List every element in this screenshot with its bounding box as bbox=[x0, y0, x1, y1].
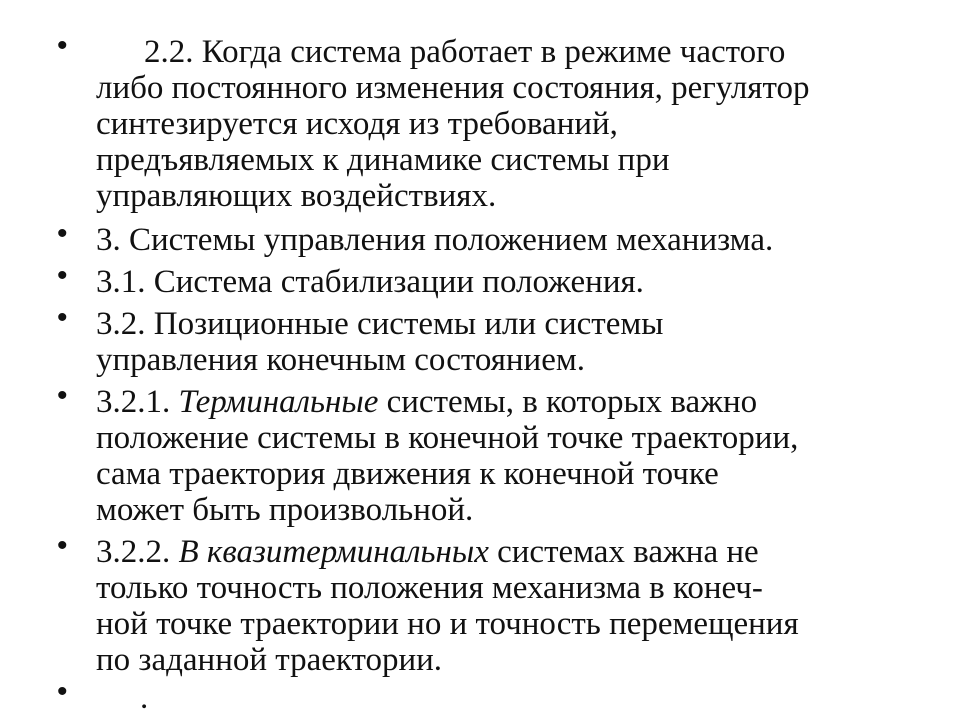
text-line: 3.2. Позиционные системы или системы bbox=[96, 306, 664, 342]
text-line: по заданной траектории. bbox=[96, 642, 443, 678]
text-line: может быть произвольной. bbox=[96, 492, 474, 528]
bullet-dot-icon: • bbox=[57, 217, 68, 250]
bullet-dot-icon: • bbox=[57, 29, 68, 62]
bullet-dot-icon: • bbox=[57, 301, 68, 334]
text-line: ной точке траектории но и точность перемещения bbox=[96, 606, 799, 642]
text-line: 3. Системы управления положением механизма. bbox=[96, 222, 774, 258]
text-line: предъявляемых к динамике системы при bbox=[96, 142, 670, 178]
text-line: управляющих воздействиях. bbox=[96, 178, 497, 214]
bullet-dot-icon: • bbox=[57, 259, 68, 292]
text-line: сама траектория движения к конечной точке bbox=[96, 456, 719, 492]
text-line: 3.1. Система стабилизации положения. bbox=[96, 264, 644, 300]
text-line: синтезируется исходя из требований, bbox=[96, 106, 618, 142]
text-line: положение системы в конечной точке траектории, bbox=[96, 420, 799, 456]
bullet-item-3-2-2 bbox=[57, 529, 926, 678]
bullet-item-empty bbox=[57, 675, 926, 716]
text-line: 2.2. Когда система работает в режиме частого bbox=[144, 34, 786, 70]
text-line: 3.2.1. Терминальные системы, в которых важно bbox=[96, 384, 758, 420]
italic-term: Терминальные bbox=[178, 384, 379, 420]
bullet-item-3-2-1 bbox=[57, 379, 926, 528]
text-line: управления конечным состоянием. bbox=[96, 342, 585, 378]
bullet-dot-icon: • bbox=[57, 529, 68, 562]
bullet-dot-icon: • bbox=[57, 379, 68, 412]
bullet-item-3 bbox=[57, 217, 926, 258]
text-line: либо постоянного изменения состояния, регулятор bbox=[96, 70, 810, 106]
bullet-dot-icon: • bbox=[57, 675, 68, 708]
bullet-item-3-2 bbox=[57, 301, 926, 378]
text-line: 3.2.2. В квазитерминальных системах важна не bbox=[96, 534, 759, 570]
text-line: только точность положения механизма в конеч- bbox=[96, 570, 763, 606]
bullet-item-2-2 bbox=[57, 29, 926, 214]
bullet-item-3-1 bbox=[57, 259, 926, 300]
text-line: . bbox=[140, 680, 149, 716]
italic-term: В квазитерминальных bbox=[178, 534, 489, 570]
